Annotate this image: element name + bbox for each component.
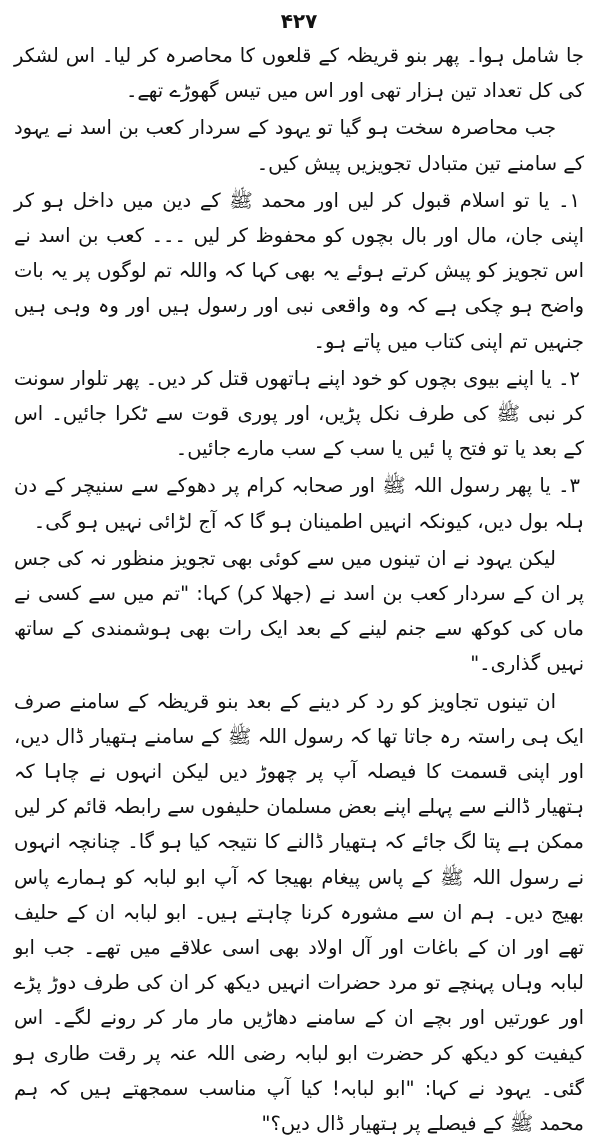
paragraph: جا شامل ہوا۔ پھر بنو قریظہ کے قلعوں کا محاصرہ کر لیا۔ اس لشکر کی کل تعداد تین ہزار تھی اور اس میں تیس گھوڑے تھے۔ (14, 44, 584, 103)
list-item: ۲۔ یا اپنے بیوی بچوں کو خود اپنے ہاتھوں قتل کر دیں۔ پھر تلوار سونت کر نبی ﷺ کی طرف نکل پڑیں، اور پوری قوت سے ٹکرا جائیں۔ اس کے بعد یا تو فتح پا ئیں یا سب کے سب مارے جائیں۔ (14, 366, 584, 461)
page-body (14, 38, 584, 1141)
page-number: ۴۲۷ (280, 9, 318, 33)
list-item: ۳۔ یا پھر رسول اللہ ﷺ اور صحابہ کرام پر دھوکے سے سنیچر کے دن ہلہ بول دیں، کیونکہ انہیں اطمینان ہو گا کہ آج لڑائی نہیں ہو گی۔ (14, 474, 584, 533)
paragraph: جب محاصرہ سخت ہو گیا تو یہود کے سردار کعب بن اسد نے یہود کے سامنے تین متبادل تجویزیں پیش کیں۔ (14, 116, 584, 175)
paragraph: ان تینوں تجاویز کو رد کر دینے کے بعد بنو قریظہ کے سامنے صرف ایک ہی راستہ رہ جاتا تھا کہ رسول اللہ ﷺ کے سامنے ہتھیار ڈال دیں، اور اپنی قسمت کا فیصلہ آپ پر چھوڑ دیں لیکن انہوں نے چاہا کہ ہتھیار ڈالنے سے پہلے اپنے بعض مسلمان حلیفوں سے رابطہ قائم کر لیں ممکن ہے پتا لگ جائے کہ ہتھیار ڈالنے کا نتیجہ کیا ہو گا۔ چنانچہ انہوں نے رسول اللہ ﷺ کے پاس پیغام بھیجا کہ آپ ابو لبابہ کو ہمارے پاس بھیج دیں۔ ہم ان سے مشورہ کرنا چاہتے ہیں۔ ابو لبابہ ان کے حلیف تھے اور ان کے باغات اور آل اولاد بھی اسی علاقے میں تھے۔ جب ابو لبابہ وہاں پہنچے تو مرد حضرات انہیں دیکھ کر ان کی طرف دوڑ پڑے اور عورتیں اور بچے ان کے سامنے دھاڑیں مار مار کر رونے لگے۔ اس کیفیت کو دیکھ کر حضرت ابو لبابہ رضی اللہ عنہ پر رقت طاری ہو گئی۔ یہود نے کہا: "ابو لبابہ! کیا آپ مناسب سمجھتے ہیں کہ ہم محمد ﷺ کے فیصلے پر ہتھیار ڈال دیں؟" (14, 689, 584, 1136)
paragraph: لیکن یہود نے ان تینوں میں سے کوئی بھی تجویز منظور نہ کی جس پر ان کے سردار کعب بن اسد نے (جھلا کر) کہا: "تم میں سے کسی نے ماں کی کوکھ سے جنم لینے کے بعد ایک رات بھی ہوشمندی کے ساتھ نہیں گذاری۔" (14, 546, 584, 676)
list-item: ۱۔ یا تو اسلام قبول کر لیں اور محمد ﷺ کے دین میں داخل ہو کر اپنی جان، مال اور بال بچوں کو محفوظ کر لیں ۔۔۔ کعب بن اسد نے اس تجویز کو پیش کرتے ہوئے یہ بھی کہا کہ واللہ تم لوگوں پر یہ بات واضح ہو چکی ہے کہ وہ واقعی نبی اور رسول ہیں اور وہ وہی ہیں جنہیں تم اپنی کتاب میں پاتے ہو۔ (14, 188, 584, 353)
